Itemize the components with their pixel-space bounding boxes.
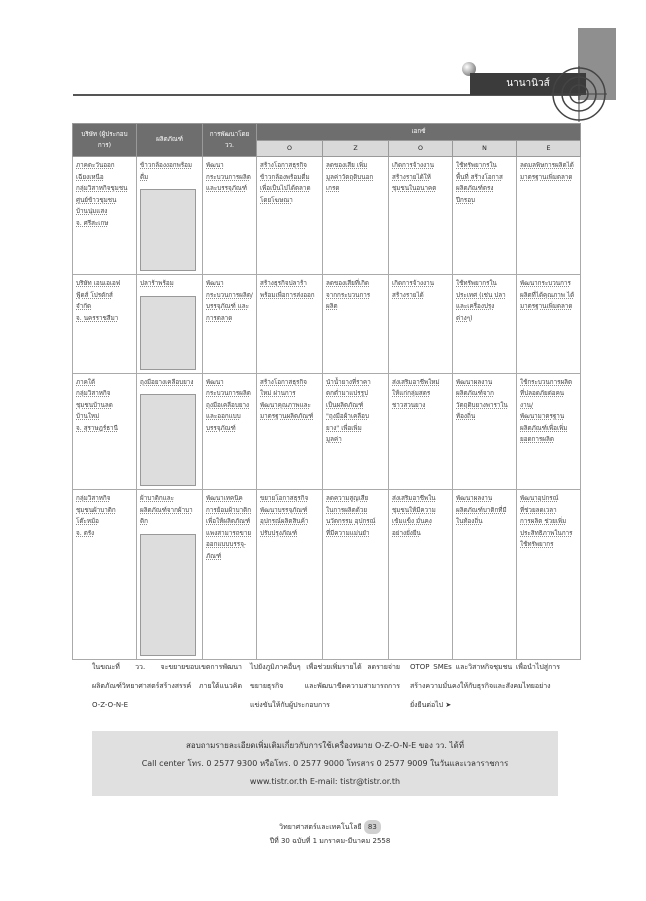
ozone-table	[72, 123, 581, 660]
cell-text: ภัณฑ์	[206, 552, 222, 560]
cell-text: นวัตกรรม อุปกรณ์	[326, 518, 376, 525]
cell-text: ส่งเสริมอาชีพใน	[392, 495, 436, 502]
cell-z	[323, 490, 389, 660]
cell-text: ผลิต	[326, 303, 338, 310]
cell-text: มาตรฐานเพิ่มตลาด	[520, 173, 573, 181]
cell-o2	[389, 275, 453, 374]
cell-text: เกิดการจ้างงาน	[392, 162, 434, 169]
cell-text: ถุงมือเคลือบยาง	[206, 401, 250, 409]
cell-text: ในการผลิตด้วย	[326, 506, 368, 514]
cell-n	[453, 490, 517, 660]
cell-o2	[389, 157, 453, 275]
cell-e	[517, 275, 581, 374]
cell-o1	[257, 490, 323, 660]
cell-company	[73, 275, 137, 374]
cell-text: ประสิทธิภาพในการ	[520, 529, 573, 537]
cell-company	[73, 157, 137, 275]
product-photo	[140, 189, 196, 271]
cell-n	[453, 373, 517, 490]
table-row	[73, 373, 581, 490]
magazine-name: วิทยาศาสตร์และเทคโนโลยี	[279, 823, 362, 831]
product-photo	[140, 394, 196, 486]
cell-text: ยาง" เพื่อเพิ่ม	[326, 424, 362, 432]
cell-o2	[389, 373, 453, 490]
cell-o1	[257, 275, 323, 374]
issue-info: ปีที่ 30 ฉบับที่ 1 มกราคม-มีนาคม 2558	[269, 837, 391, 845]
cell-text: แพงสามารถขาย	[206, 529, 252, 537]
cell-e	[517, 490, 581, 660]
cell-text: จำกัด	[76, 303, 92, 310]
cell-text: บริษัท เอนเอเอฟ	[76, 280, 121, 287]
cell-text: ภาคตะวันออก	[76, 162, 115, 169]
cell-text: สร้างรายได้	[392, 291, 424, 299]
cell-text: เพื่อให้ผลิตภัณฑ์	[206, 518, 251, 525]
cell-text: ออกแบบบรรจุ-	[206, 541, 247, 548]
cell-text: ที่ปลอดภัยต่อคนงาน/	[520, 390, 565, 409]
cell-text: ตกต่ำมาแปรรูป	[326, 390, 369, 397]
cell-product	[137, 373, 203, 490]
cell-text: มาตรฐานผลิตภัณฑ์	[260, 413, 314, 420]
cell-o2	[389, 490, 453, 660]
cell-text: การย้อมผ้าบาติก	[206, 506, 252, 514]
product-photo	[140, 534, 196, 656]
cell-product	[137, 275, 203, 374]
cell-text: ใช้กระบวนการผลิต	[520, 378, 573, 386]
cell-text: ลดของเสียที่เกิด	[326, 280, 369, 287]
cell-text: ชุมชนในอนาคต	[392, 185, 437, 192]
cell-text: และเครื่องปรุง	[456, 303, 495, 310]
cell-text: บ้านนุ่มแสง	[76, 208, 108, 215]
cell-text: ผลิตที่ได้คุณภาพ ได้	[520, 291, 575, 299]
cell-text: ชุมชนให้มีความ	[392, 506, 436, 514]
cell-text: สร้างรายได้ให้	[392, 173, 431, 181]
cell-text: พัฒนา	[206, 162, 224, 169]
cell-text: ศูนย์ข้าวชุมชน	[76, 196, 117, 204]
contact-line1: สอบถามรายละเอียดเพิ่มเติมเกี่ยวกับการใช้เครื่องหมาย O-Z-O-N-E ของ วว. ได้ที่	[186, 741, 464, 750]
cell-text: พัฒนาผลงาน	[456, 495, 493, 502]
cell-text: กระบวนการผลิต	[206, 173, 251, 181]
header-letter-e: E	[517, 140, 581, 157]
cell-product	[137, 157, 203, 275]
header-company: บริษัท (ผู้ประกอบการ)	[73, 124, 137, 157]
cell-text: เฉียงเหนือ	[76, 173, 104, 181]
cell-o1	[257, 157, 323, 275]
header-letter-o2: O	[389, 140, 453, 157]
header-ozone: เอกซ์	[257, 124, 581, 141]
cell-text: ที่มีความแม่นยำ	[326, 529, 370, 537]
header-letter-n: N	[453, 140, 517, 157]
header-letter-z: Z	[323, 140, 389, 157]
cell-text: ให้แก่กลุ่มสตร	[392, 390, 431, 397]
contact-line2: Call center โทร. 0 2577 9300 หรือโทร. 0 2577 9000 โทรสาร 0 2577 9009 ในวันและเวลาราชการ	[141, 759, 509, 768]
cell-text: กระบวนการผลิต/	[206, 291, 253, 299]
cell-text: ส่งเสริมอาชีพใหม่	[392, 378, 440, 386]
cell-text: บรรจุภัณฑ์ และ	[206, 303, 249, 310]
cell-text: จ. ตรัง	[76, 529, 95, 537]
cell-text: เกิดการจ้างงาน	[392, 280, 434, 287]
cell-text: กระบวนการผลิต	[206, 390, 251, 397]
target-rings-icon	[551, 66, 607, 122]
cell-text: ผลิตภัณฑ์ตรง	[456, 185, 494, 192]
header-letter-o1: O	[257, 140, 323, 157]
cell-text: จ. ศรีสะเกษ	[76, 219, 109, 227]
cell-text: พัฒนาอุปกรณ์	[520, 495, 559, 502]
cell-text: เข้มแข็ง มั่นคง	[392, 518, 432, 525]
cell-text: มาตรฐานเพิ่มตลาด	[520, 303, 573, 310]
cell-text: บรรจุภัณฑ์	[206, 424, 236, 432]
cell-text: พัฒนา	[206, 378, 224, 386]
cell-text: พัฒนา	[206, 280, 224, 287]
cell-n	[453, 157, 517, 275]
header-product: ผลิตภัณฑ์	[137, 124, 203, 157]
cell-text: ใช้ทรัพยากรใน	[456, 162, 497, 169]
cell-text: อุปกรณ์ผลิตสินค้า	[260, 518, 309, 525]
cell-text: พัฒนามาตรฐาน	[520, 413, 565, 420]
cell-text: ใช้ทรัพยากรใน	[456, 280, 497, 287]
cell-text: การตลาด	[206, 314, 233, 322]
cell-text: โต๊ะหม้อ	[76, 518, 99, 525]
cell-text: มูลค่าวัตถุดิบนอก	[326, 173, 374, 181]
cell-text: พร้อมเพื่อการส่งออก	[260, 291, 315, 299]
cell-text: ขยายโอกาสธุรกิจ	[260, 495, 309, 502]
cell-text: อย่างยั่งยืน	[392, 529, 421, 537]
cell-text: วัตถุดิบยางพาราใน	[456, 401, 508, 409]
cell-text: ชาวสวนยาง	[392, 401, 426, 409]
cell-text: กลุ่มวิสาหกิจ	[76, 495, 111, 502]
cell-text: บ้านใหม่	[76, 413, 100, 420]
cell-text: ชุมชนบ้านลด	[76, 401, 113, 409]
cell-text: ยอดการผลิต	[520, 436, 554, 443]
cell-text: โดยโฆษณา	[260, 196, 293, 204]
cell-text: ท้องถิ่น	[456, 413, 476, 420]
cell-text: นำน้ำยางที่ราคา	[326, 378, 371, 386]
cell-z	[323, 275, 389, 374]
cell-text: ภาคใต้	[76, 378, 96, 386]
cell-text: ใช้ทรัพยากร	[520, 541, 554, 548]
cell-text: กลุ่มวิสาหกิจชุมชน	[76, 185, 128, 192]
header-tech: การพัฒนาโดย วว.	[203, 124, 257, 157]
body-text-col3-text: OTOP SMEs และวิสาหกิจชุมชน เพื่อนำไปสู่การสร้างความมั่นคงให้กับธุรกิจและสังคมไทยอย่างยั่งยืนต่อไป	[410, 663, 560, 709]
cell-text: ผลิตภัณฑ์จาก	[456, 390, 494, 397]
cell-tech	[203, 490, 257, 660]
cell-text: การผลิต ช่วยเพิ่ม	[520, 518, 567, 525]
cell-text: จากกระบวนการ	[326, 291, 371, 299]
cell-text: ลดความสูญเสีย	[326, 495, 369, 502]
cell-text: และบรรจุภัณฑ์	[206, 185, 247, 192]
table-row	[73, 157, 581, 275]
cell-text: ต่างๆ)	[456, 314, 473, 322]
cell-text: จ. นครราชสีมา	[76, 314, 119, 322]
cell-e	[517, 373, 581, 490]
cell-text: และออกแบบ	[206, 413, 241, 420]
section-title: นานานิวส์	[470, 73, 586, 95]
cell-text: พื้นที่ สร้างโอกาส	[456, 173, 503, 181]
cell-tech	[203, 275, 257, 374]
body-text-col1: ในขณะที่ วว. จะขยายขอบเขตการพัฒนาผลิตภัณฑ์วิทยาศาสตร์สร้างสรรค์ ภายใต้แนวคิด O-Z-O-N-E	[92, 663, 242, 709]
cell-text: พัฒนากระบวนการ	[520, 280, 571, 287]
cell-text: สร้างธุรกิจปลาร้า	[260, 280, 307, 287]
cell-text: กลุ่มวิสาหกิจ	[76, 390, 111, 397]
cell-text: ใหม่ ผ่านการ	[260, 390, 296, 397]
body-text-col3	[410, 658, 560, 715]
cell-text: ลดมลพิษการผลิตได้	[520, 162, 574, 169]
cell-text: ผลิตภัณฑ์เพื่อเพิ่ม	[520, 424, 568, 432]
cell-text: เป็นผลิตภัณฑ์	[326, 401, 364, 409]
cell-text: มูลค่า	[326, 436, 342, 443]
product-name: ผ้าบาติกและ ผลิตภัณฑ์จากผ้าบาติก	[140, 495, 193, 525]
cell-text: พัฒนาคุณภาพและ	[260, 401, 311, 409]
cell-company	[73, 490, 137, 660]
cell-e	[517, 157, 581, 275]
table-row	[73, 275, 581, 374]
product-name: ปลาร้าพร้อม	[140, 280, 174, 287]
cell-text: "ถุงมือผ้าเคลือบ	[326, 413, 369, 420]
cell-n	[453, 275, 517, 374]
cell-tech	[203, 373, 257, 490]
page-number: 83	[364, 820, 381, 834]
product-name: ข้าวกล้องงอกพร้อมดื่ม	[140, 162, 193, 181]
cell-text: สร้างโอกาสธุรกิจ	[260, 162, 307, 169]
table-row	[73, 490, 581, 660]
cell-text: ปีกรอบ	[456, 196, 475, 204]
product-name: ถุงมือยางเคลือบยาง	[140, 378, 194, 386]
cell-text: ฟู้ดส์ โปรดักส์	[76, 291, 113, 299]
cell-text: ปรับปรุงภัณฑ์	[260, 529, 298, 537]
contact-line3: www.tistr.or.th E-mail: tistr@tistr.or.th	[249, 777, 401, 786]
cell-text: ประเทศ (เช่น ปลา	[456, 291, 506, 299]
cell-text: พัฒนาเทคนิค	[206, 495, 243, 502]
product-photo	[140, 296, 196, 370]
cell-z	[323, 157, 389, 275]
cell-product	[137, 490, 203, 660]
page-footer	[220, 820, 440, 848]
arrow-icon: ➤	[445, 701, 452, 709]
cell-text: ชุมชนผ้าบาติก	[76, 506, 116, 514]
body-text-col2: ไปยังภูมิภาคอื่นๆ เพื่อช่วยเพิ่มรายได้ ลดรายจ่าย ขยายธุรกิจ และพัฒนาขีดความสามารถการแข่งขันให้กับผู้ประกอบการ	[250, 663, 400, 709]
cell-o1	[257, 373, 323, 490]
cell-text: ลดของเสีย เพิ่ม	[326, 162, 368, 169]
cell-text: เพื่อเป็นไปได้ตลาด	[260, 185, 311, 192]
cell-tech	[203, 157, 257, 275]
cell-text: พัฒนาผลงาน	[456, 378, 493, 386]
cell-company	[73, 373, 137, 490]
cell-z	[323, 373, 389, 490]
cell-text: ในท้องถิ่น	[456, 518, 483, 525]
cell-text: พัฒนาบรรจุภัณฑ์	[260, 506, 308, 514]
cell-text: ที่ช่วยลดเวลา	[520, 506, 557, 514]
cell-text: ข้าวกล้องพร้อมดื่ม	[260, 173, 310, 181]
cell-text: ผลิตภัณฑ์บาติกที่มี	[456, 506, 507, 514]
cell-text: สร้างโอกาสธุรกิจ	[260, 378, 307, 386]
cell-text: จ. สุราษฎร์ธานี	[76, 424, 118, 432]
cell-text: เกรด	[326, 185, 340, 192]
contact-box	[92, 731, 558, 796]
